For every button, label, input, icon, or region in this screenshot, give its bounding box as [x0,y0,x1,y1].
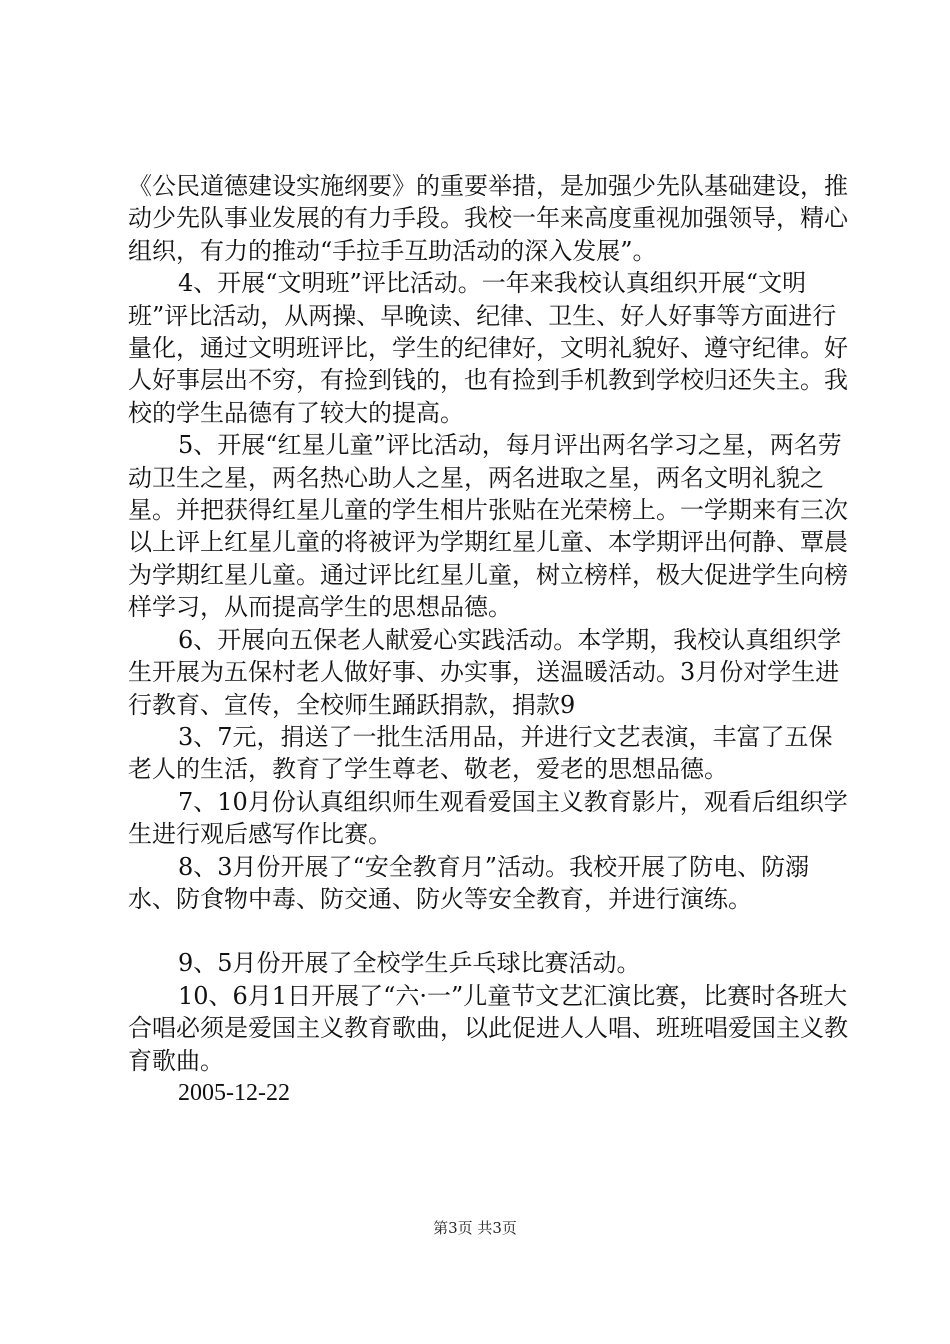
paragraph-item-9: 9、5月份开展了全校学生乒乓球比赛活动。 [178,949,641,978]
document-date: 2005-12-22 [178,1079,290,1106]
paragraph-item-6-continued: 3、7元，捐送了一批生活用品，并进行文艺表演，丰富了五保老人的生活，教育了学生尊老、敬老，爱老的思想品德。 [128,722,833,784]
paragraph-item-5: 5、开展“红星儿童”评比活动，每月评出两名学习之星，两名劳动卫生之星，两名热心助人之星，两名进取之星，两名文明礼貌之星。并把获得红星儿童的学生相片张贴在光荣榜上。一学期来有三次以上评上红星儿童的将被评为学期红星儿童、本学期评出何静、覃晨为学期红星儿童。通过评比红星儿童，树立榜样，极大促进学生向榜样学习，从而提高学生的思想品德。 [128,431,848,622]
paragraph-item-8: 8、3月份开展了“安全教育月”活动。我校开展了防电、防溺水、防食物中毒、防交通、防火等安全教育，并进行演练。 [128,852,810,913]
paragraph-item-6: 6、开展向五保老人献爱心实践活动。本学期，我校认真组织学生开展为五保村老人做好事、办实事，送温暖活动。3月份对学生进行教育、宣传，全校师生踊跃捐款，捐款9 [128,625,842,719]
page-footer: 第3页 共3页 [433,1219,517,1237]
paragraph-item-4: 4、开展“文明班”评比活动。一年来我校认真组织开展“文明班”评比活动，从两操、早晚读、纪律、卫生、好人好事等方面进行量化，通过文明班评比，学生的纪律好，文明礼貌好、遵守纪律。好人好事层出不穷，有捡到钱的，也有捡到手机教到学校归还失主。我校的学生品德有了较大的提高。 [128,269,848,427]
paragraph-item-10: 10、6月1日开展了“六·一”儿童节文艺汇演比赛，比赛时各班大合唱必须是爱国主义教育歌曲，以此促进人人唱、班班唱爱国主义教育歌曲。 [128,981,848,1075]
paragraph-item-7: 7、10月份认真组织师生观看爱国主义教育影片，观看后组织学生进行观后感写作比赛。 [128,787,848,849]
paragraph-intro: 《公民道德建设实施纲要》的重要举措，是加强少先队基础建设，推动少先队事业发展的有力手段。我校一年来高度重视加强领导，精心组织，有力的推动“手拉手互助活动的深入发展”。 [128,172,848,265]
document-body [128,170,848,1109]
